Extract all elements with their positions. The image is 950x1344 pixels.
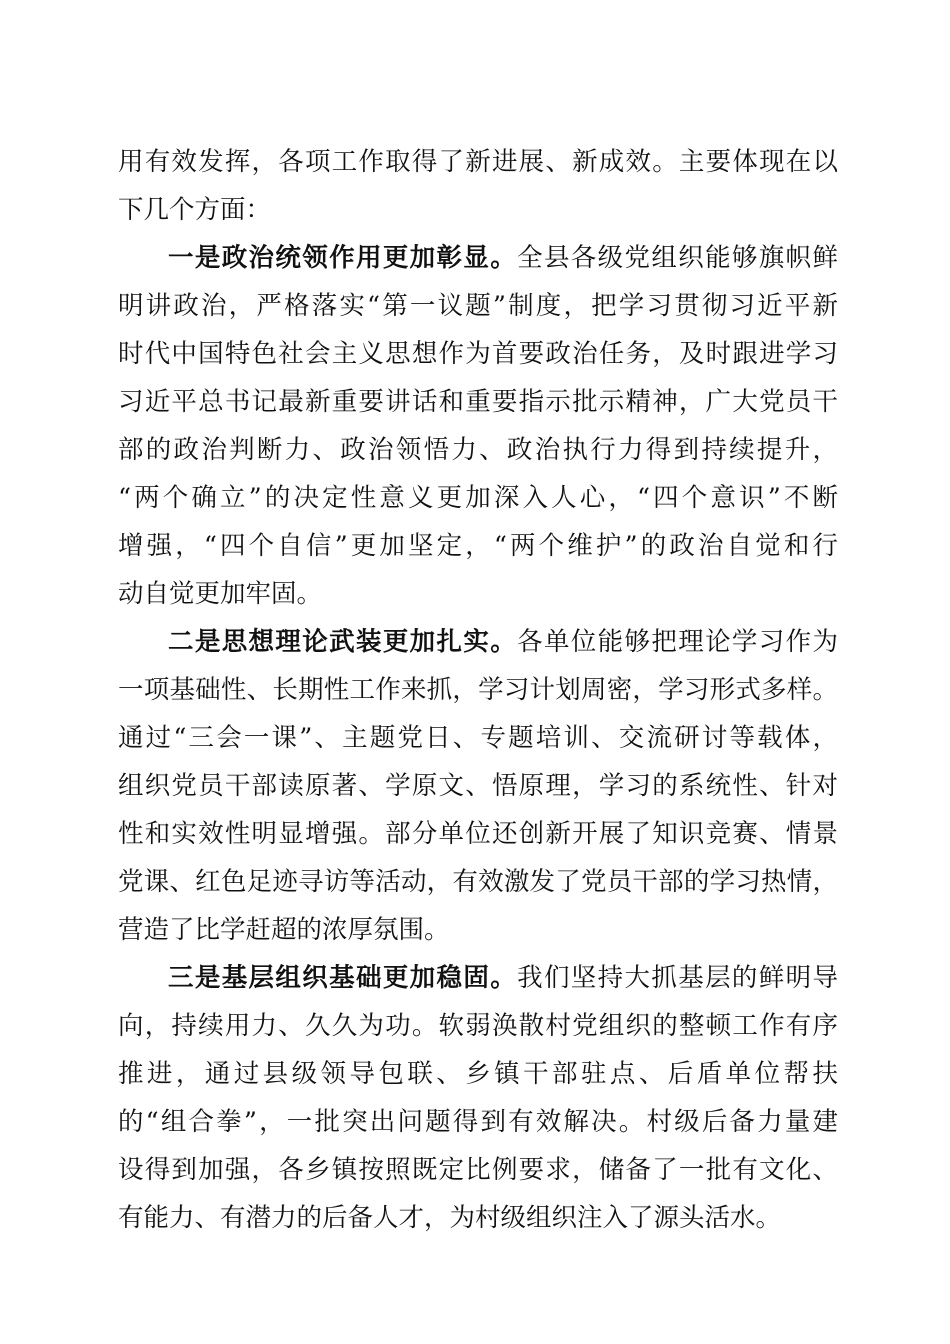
body-text-line: “两个确立”的决定性意义更加深入人心，“四个意识”不断 [118,483,838,513]
body-text-line: 有能力、有潜力的后备人才，为村级组织注入了源头活水。 [118,1203,782,1233]
body-text-line: 习近平总书记最新重要讲话和重要指示批示精神，广大党员干 [118,387,838,417]
body-text-line: 时代中国特色社会主义思想作为首要政治任务，及时跟进学习 [118,339,838,369]
body-text-line: 一项基础性、长期性工作来抓，学习计划周密，学习形式多样。 [118,675,838,705]
paragraph-first-line [168,622,838,662]
body-text: 各单位能够把理论学习作为 [517,627,838,657]
body-text-line: 推进，通过县级领导包联、乡镇干部驻点、后盾单位帮扶 [118,1059,838,1089]
body-text-line: 用有效发挥，各项工作取得了新进展、新成效。主要体现在以 [118,147,838,177]
body-text-line: 党课、红色足迹寻访等活动，有效激发了党员干部的学习热情， [118,867,838,897]
body-text-line: 下几个方面： [118,195,272,225]
body-text-line: 的“组合拳”，一批突出问题得到有效解决。村级后备力量建 [118,1107,838,1137]
body-text-line: 向，持续用力、久久为功。软弱涣散村党组织的整顿工作有序 [118,1011,838,1041]
paragraph-heading: 二是思想理论武装更加扎实。 [168,627,518,657]
body-text-line: 性和实效性明显增强。部分单位还创新开展了知识竞赛、情景 [118,819,838,849]
body-text-line: 营造了比学赶超的浓厚氛围。 [118,915,450,945]
paragraph-first-line [168,958,838,998]
body-text: 全县各级党组织能够旗帜鲜 [517,243,838,273]
body-text-line: 明讲政治，严格落实“第一议题”制度，把学习贯彻习近平新 [118,291,838,321]
body-text-line: 部的政治判断力、政治领悟力、政治执行力得到持续提升， [118,435,838,465]
paragraph-heading: 三是基层组织基础更加稳固。 [168,963,518,993]
body-text-line: 组织党员干部读原著、学原文、悟原理，学习的系统性、针对 [118,771,838,801]
body-text-line: 增强，“四个自信”更加坚定，“两个维护”的政治自觉和行 [118,531,838,561]
body-text-line: 设得到加强，各乡镇按照既定比例要求，储备了一批有文化、 [118,1155,838,1185]
body-text-line: 通过“三会一课”、主题党日、专题培训、交流研讨等载体， [118,723,838,753]
body-text: 我们坚持大抓基层的鲜明导 [517,963,838,993]
paragraph-first-line [168,238,838,278]
paragraph-heading: 一是政治统领作用更加彰显。 [168,243,518,273]
body-text-line: 动自觉更加牢固。 [118,579,323,609]
